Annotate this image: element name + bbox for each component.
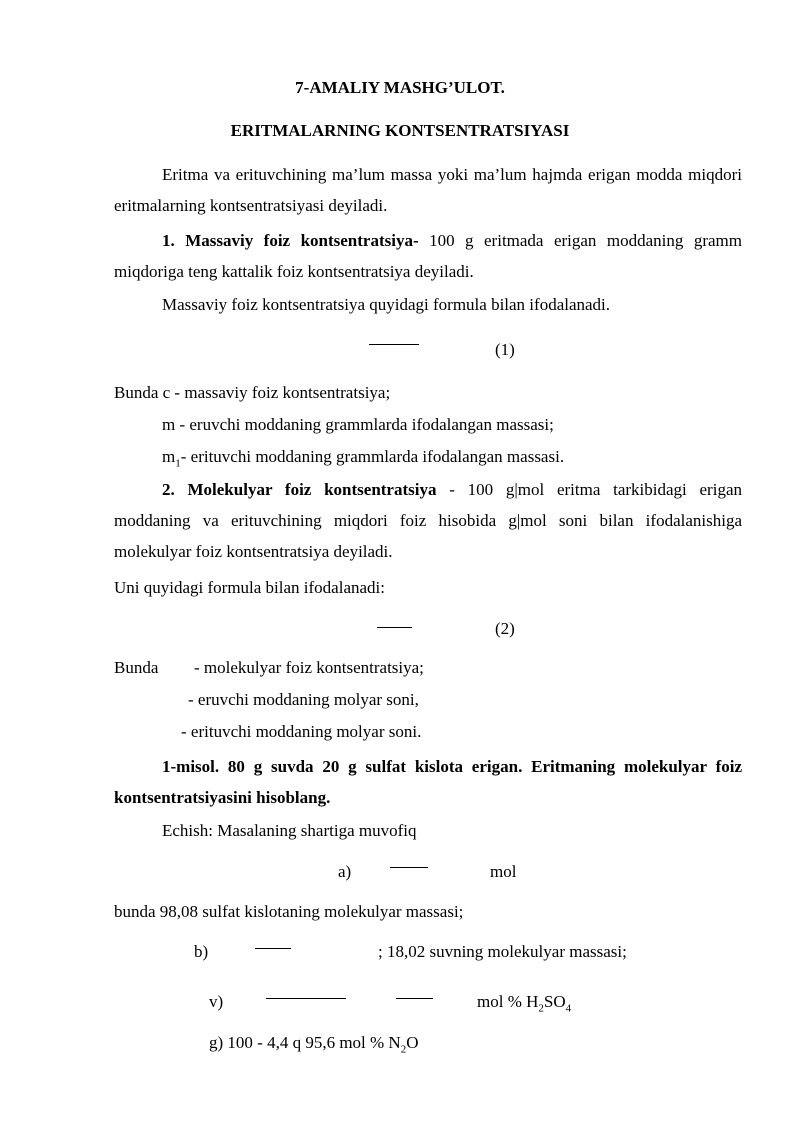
example-1: 1-misol. 80 g suvda 20 g sulfat kislota erigan. Eritmaning molekulyar foiz kontsentratsiyasini hisoblang. — [114, 757, 742, 807]
step-v-unit-prefix: mol % H — [477, 992, 539, 1011]
definition-2-bunda: Bunda — [114, 658, 159, 677]
section-1-heading: 1. Massaviy foiz kontsentratsiya- — [162, 231, 419, 250]
section-1-paragraph — [114, 225, 742, 287]
step-v-subscript-2: 4 — [565, 1002, 572, 1015]
step-a-note: bunda 98,08 sulfat kislotaning molekulyar massasi; — [114, 902, 464, 921]
definition-2-line-2: - eruvchi moddaning molyar soni, — [188, 690, 419, 709]
step-v-mid: SO — [543, 992, 566, 1011]
definition-2-line-3: - erituvchi moddaning molyar soni. — [181, 722, 422, 741]
equation-1-number: (1) — [495, 340, 515, 359]
step-a-fraction-bar — [390, 867, 428, 868]
equation-2-number: (2) — [495, 619, 515, 638]
formula-1-fraction-bar — [369, 344, 419, 345]
step-b-fraction-bar — [255, 948, 291, 949]
step-a-unit: mol — [490, 862, 517, 881]
step-a-label: a) — [338, 862, 352, 881]
definition-m1-subscript: 1 — [175, 457, 181, 470]
step-b-label: b) — [194, 942, 209, 961]
section-title: ERITMALARNING KONTSENTRATSIYASI — [230, 121, 570, 140]
definition-m1-text: - erituvchi moddaning grammlarda ifodalangan massasi. — [180, 447, 565, 466]
definition-m: m - eruvchi moddaning grammlarda ifodalangan massasi; — [162, 415, 554, 434]
formula-2-fraction-bar — [377, 627, 412, 628]
definition-m1-symbol: m — [162, 447, 176, 466]
formula-2-intro: Uni quyidagi formula bilan ifodalanadi: — [114, 578, 385, 597]
step-v-fraction-bar-2 — [396, 998, 433, 999]
step-b-note: ; 18,02 suvning molekulyar massasi; — [378, 942, 627, 961]
step-g — [209, 1033, 419, 1055]
step-v-fraction-bar-1 — [266, 998, 346, 999]
definition-2-line-1: - molekulyar foiz kontsentratsiya; — [194, 658, 424, 677]
section-2-heading: 2. Molekulyar foiz kontsentratsiya — [162, 480, 437, 499]
section-1-text: 100 g eritmada erigan moddaning gramm miqdoriga teng kattalik foiz kontsentratsiya deyiladi. — [114, 231, 742, 281]
step-v-result — [477, 992, 571, 1014]
step-v-subscript-1: 2 — [538, 1002, 544, 1015]
definition-m1 — [162, 447, 564, 469]
formula-1-intro: Massaviy foiz kontsentratsiya quyidagi formula bilan ifodalanadi. — [162, 295, 611, 314]
solution-intro: Echish: Masalaning shartiga muvofiq — [162, 821, 417, 840]
section-2-paragraph — [114, 474, 742, 567]
section-2-text: - 100 g|mol eritma tarkibidagi erigan moddaning va erituvchining miqdori foiz hisobida g|mol soni bilan ifodalanishiga molekulyar foiz kontsentratsiya deyiladi. — [114, 480, 742, 561]
step-v-label: v) — [209, 992, 224, 1011]
page-title: 7-AMALIY MASHG’ULOT. — [295, 78, 505, 97]
intro-paragraph: Eritma va erituvchining ma’lum massa yoki ma’lum hajmda erigan modda miqdori eritmalarning kontsentratsiyasi deyiladi. — [114, 165, 742, 215]
step-g-subscript: 2 — [400, 1043, 407, 1056]
step-g-tail: O — [406, 1033, 419, 1052]
definition-c: Bunda c - massaviy foiz kontsentratsiya; — [114, 383, 391, 402]
step-g-text: g) 100 - 4,4 q 95,6 mol % N — [209, 1033, 401, 1052]
